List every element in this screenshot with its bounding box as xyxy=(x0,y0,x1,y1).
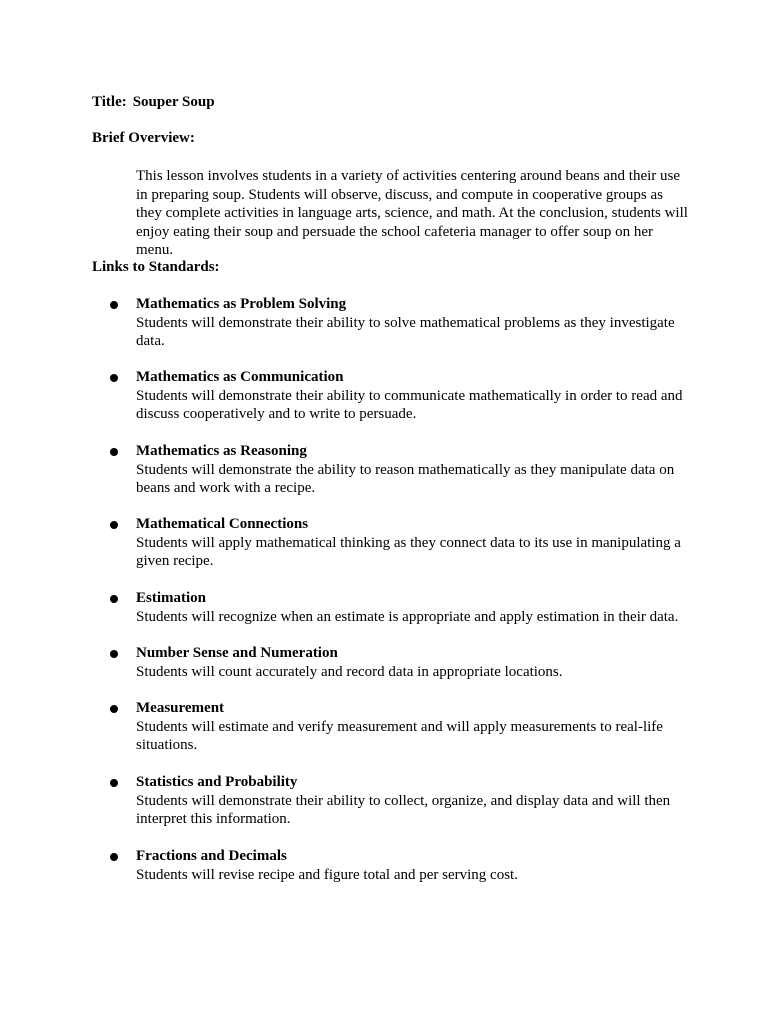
title-label: Title: xyxy=(92,94,127,110)
standard-title: Mathematics as Reasoning xyxy=(136,443,307,459)
standards-heading: Links to Standards: xyxy=(92,259,220,275)
document-title xyxy=(92,94,215,111)
bullet-icon xyxy=(110,301,118,309)
bullet-icon xyxy=(110,374,118,382)
bullet-icon xyxy=(110,779,118,787)
standard-title: Mathematics as Problem Solving xyxy=(136,296,347,312)
standard-title: Estimation xyxy=(136,590,207,606)
standard-description: Students will recognize when an estimate is appropriate and apply estimation in their data. xyxy=(136,609,679,625)
bullet-icon xyxy=(110,521,118,529)
title-value: Souper Soup xyxy=(132,94,215,110)
bullet-icon xyxy=(110,595,118,603)
standard-description: Students will demonstrate the ability to reason mathematically as they manipulate data on beans and work with a recipe. xyxy=(136,462,675,497)
standard-description: Students will revise recipe and figure total and per serving cost. xyxy=(136,867,518,883)
standard-title: Statistics and Probability xyxy=(136,774,298,790)
standard-description: Students will estimate and verify measurement and will apply measurements to real-life situations. xyxy=(136,719,663,754)
overview-heading: Brief Overview: xyxy=(92,130,195,146)
standard-description: Students will demonstrate their ability to collect, organize, and display data and will then interpret this information. xyxy=(136,793,671,828)
bullet-icon xyxy=(110,853,118,861)
standard-description: Students will apply mathematical thinking as they connect data to its use in manipulating a given recipe. xyxy=(136,535,681,570)
standard-description: Students will count accurately and record data in appropriate locations. xyxy=(136,664,563,680)
standard-title: Mathematics as Communication xyxy=(136,369,344,385)
bullet-icon xyxy=(110,650,118,658)
standard-title: Fractions and Decimals xyxy=(136,848,287,864)
standard-title: Number Sense and Numeration xyxy=(136,645,338,661)
standard-description: Students will demonstrate their ability to solve mathematical problems as they investigate data. xyxy=(136,315,675,350)
standard-title: Mathematical Connections xyxy=(136,516,309,532)
standard-description: Students will demonstrate their ability to communicate mathematically in order to read and discuss cooperatively and to write to persuade. xyxy=(136,388,683,423)
standard-title: Measurement xyxy=(136,700,225,716)
bullet-icon xyxy=(110,448,118,456)
bullet-icon xyxy=(110,705,118,713)
overview-paragraph: This lesson involves students in a variety of activities centering around beans and their use in preparing soup. Students will observe, discuss, and compute in cooperative groups as they complete activities in language arts, science, and math. At the conclusion, students will enjoy eating their soup and persuade the school cafeteria manager to offer soup on her menu. xyxy=(136,168,688,259)
